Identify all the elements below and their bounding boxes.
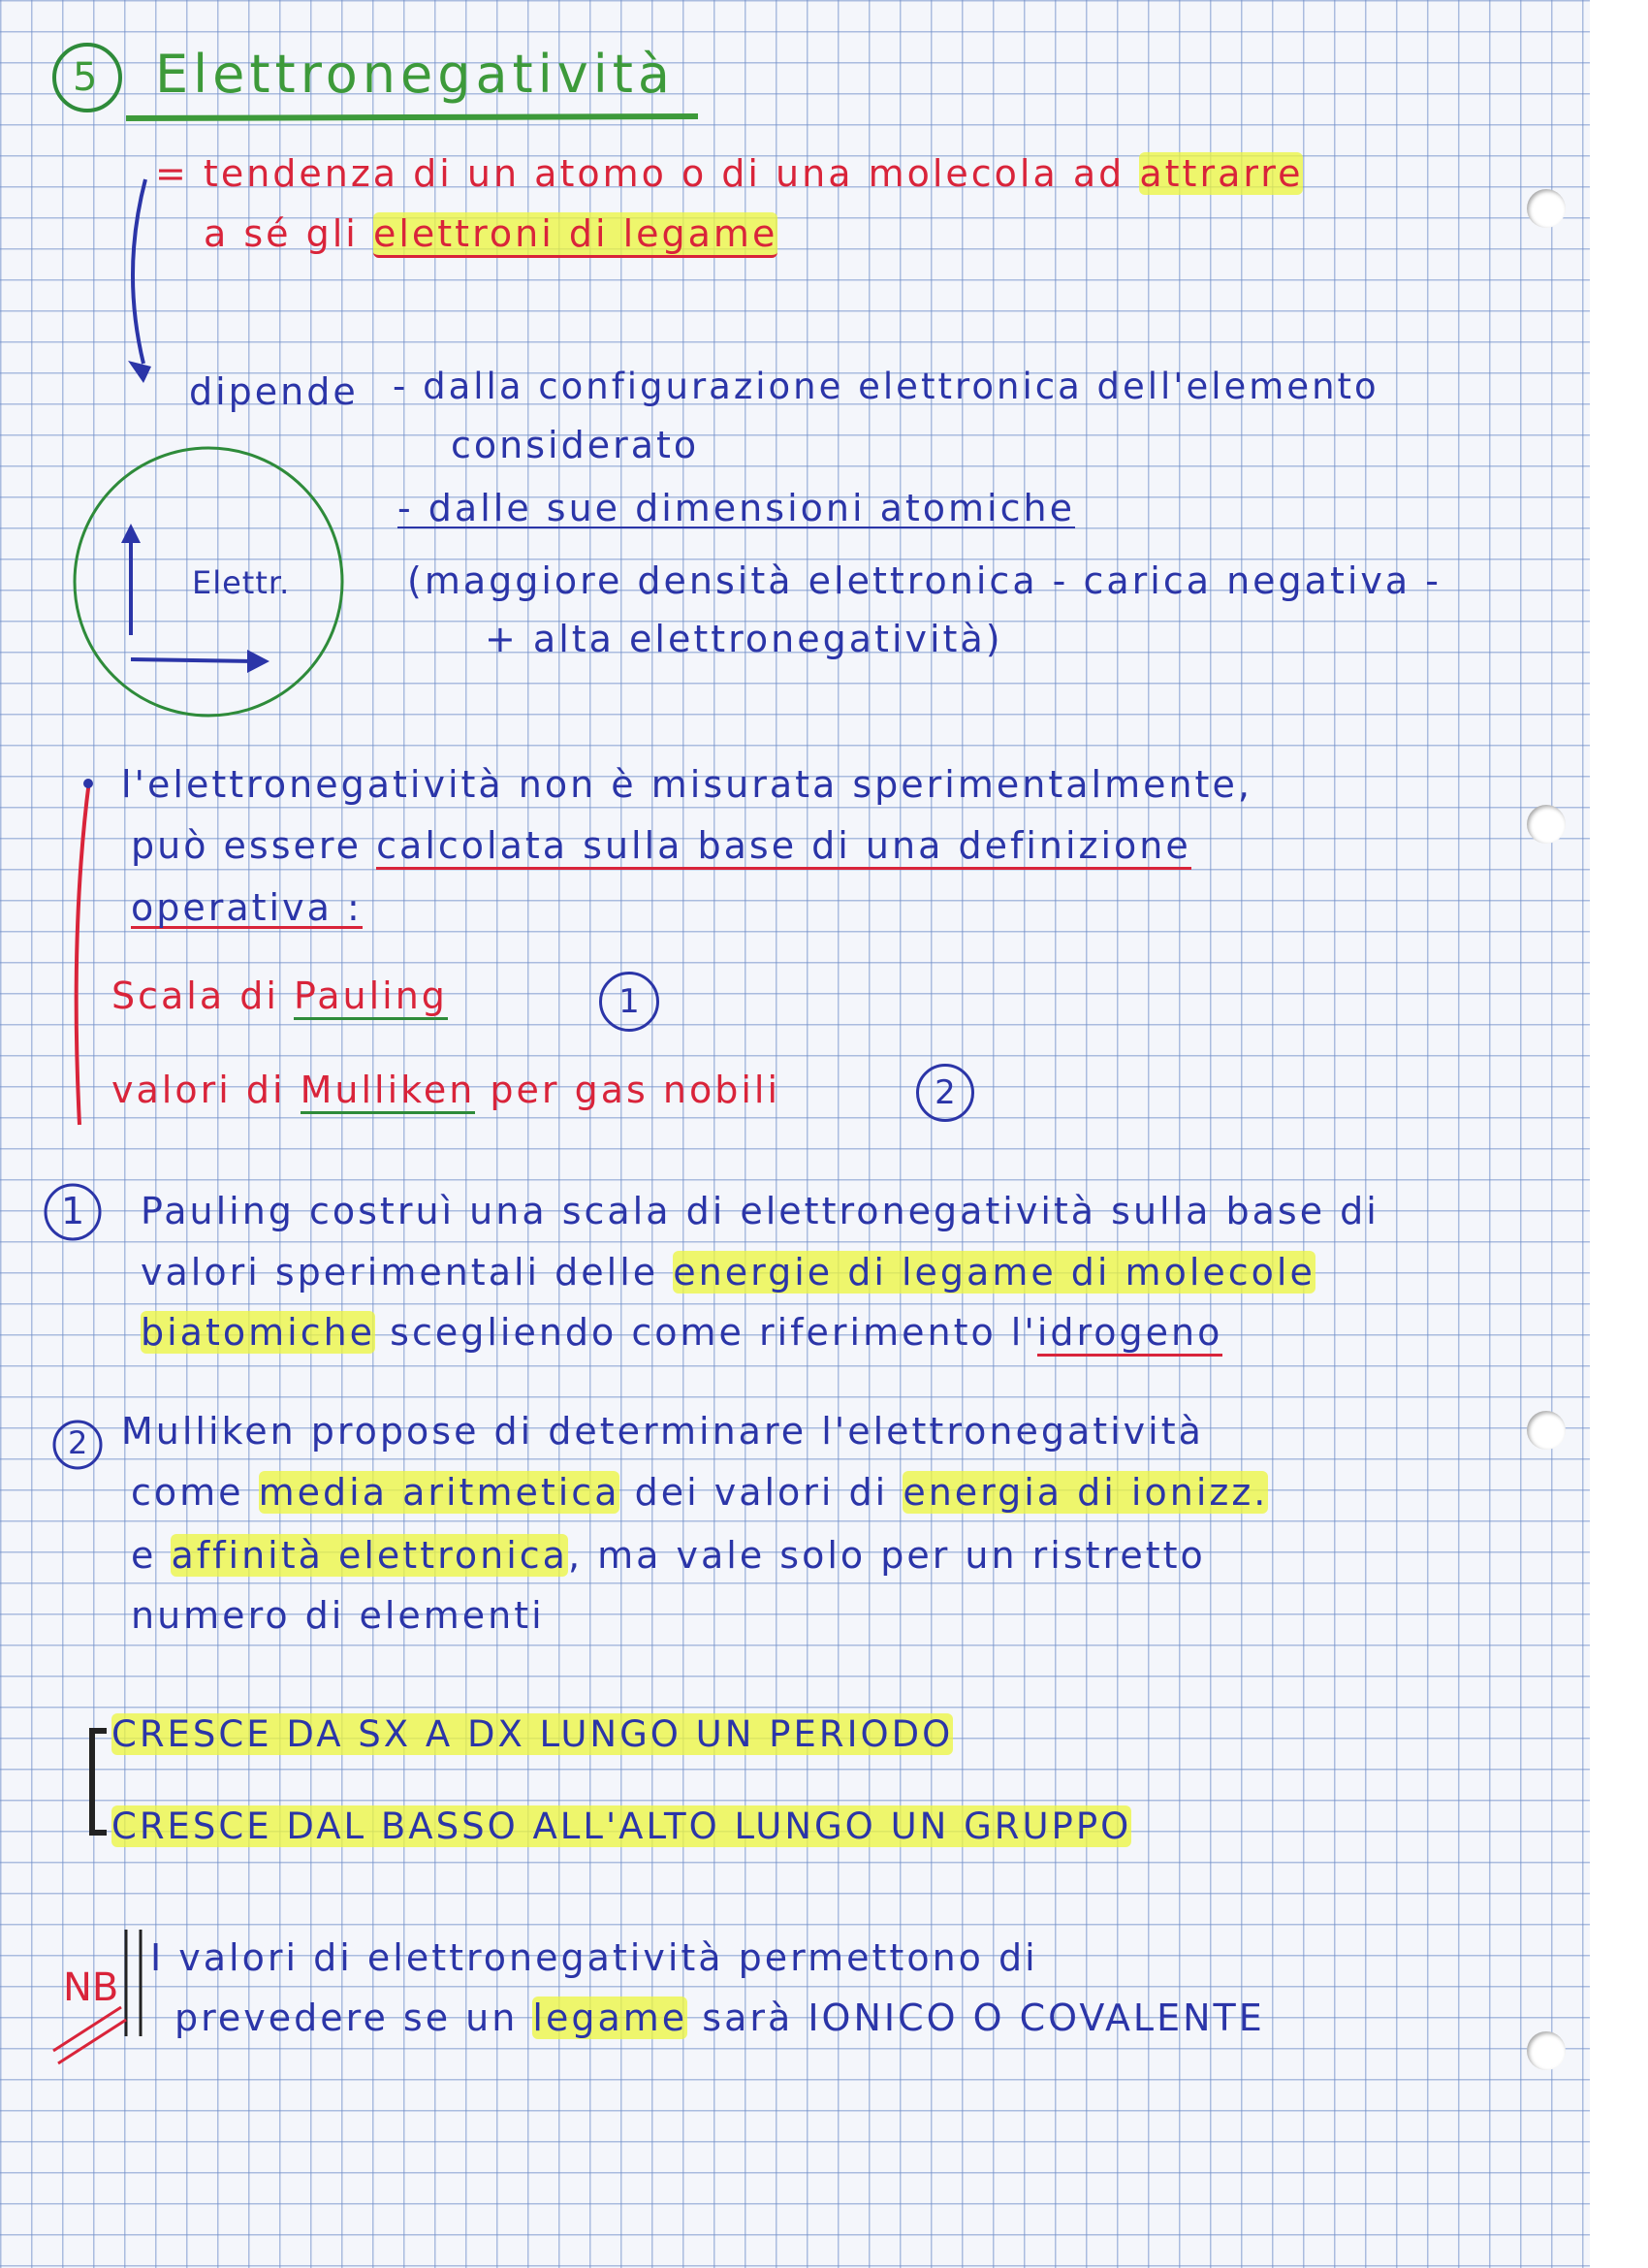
depends-item1-cont: considerato bbox=[451, 424, 700, 466]
note1-line3 bbox=[141, 1311, 1223, 1354]
down-arrow bbox=[133, 179, 145, 364]
nb-divider bbox=[126, 1930, 141, 2036]
nb-label: NB bbox=[63, 1965, 119, 2010]
nb-line2 bbox=[174, 1996, 1265, 2039]
down-arrow-head bbox=[128, 361, 151, 383]
note1-text-a: valori sperimentali delle bbox=[141, 1251, 659, 1294]
depends-item1: - dalla configurazione elettronica dell'elemento bbox=[393, 366, 1379, 407]
trend-bracket bbox=[92, 1731, 107, 1833]
nb-underline bbox=[53, 2007, 126, 2063]
depends-note-line1: (maggiore densità elettronica - carica negativa - bbox=[407, 559, 1442, 602]
definition-attract: attrarre bbox=[1139, 152, 1304, 195]
trend-period: CRESCE DA SX A DX LUNGO UN PERIODO bbox=[111, 1713, 954, 1755]
depends-note-line2: + alta elettronegatività) bbox=[485, 618, 1003, 660]
note1-line2 bbox=[141, 1251, 1315, 1294]
trend-line2 bbox=[111, 1805, 1132, 1847]
note2-text-c: e bbox=[131, 1534, 157, 1577]
title-number: 5 bbox=[73, 55, 101, 100]
note2-line3 bbox=[131, 1534, 1206, 1577]
binder-hole bbox=[1527, 805, 1566, 844]
scale2-text: valori di bbox=[111, 1069, 286, 1111]
definition-line1 bbox=[155, 152, 1304, 195]
note1-line1: Pauling costruì una scala di elettronegatività sulla base di bbox=[141, 1190, 1379, 1232]
measure-calculated: calcolata sulla base di una definizione bbox=[376, 824, 1191, 870]
note2-arith-mean: media aritmetica bbox=[258, 1471, 620, 1514]
scale2-mulliken: Mulliken bbox=[301, 1069, 476, 1114]
page-title: Elettronegatività bbox=[155, 44, 675, 105]
definition-line2 bbox=[204, 212, 778, 255]
note2-number: 2 bbox=[68, 1424, 91, 1461]
scale1-pauling: Pauling bbox=[294, 974, 448, 1020]
nb-line1: I valori di elettronegatività permettono di bbox=[150, 1936, 1038, 1979]
note2-affinity: affinità elettronica bbox=[171, 1534, 568, 1577]
binder-hole bbox=[1527, 189, 1566, 228]
depends-item2: - dalle sue dimensioni atomiche bbox=[397, 487, 1075, 529]
title-underline bbox=[126, 116, 698, 118]
scale1 bbox=[111, 974, 448, 1017]
scale1-number: 1 bbox=[599, 972, 659, 1032]
measure-bracket bbox=[77, 781, 89, 1125]
note2-text-a: come bbox=[131, 1471, 244, 1514]
measure-line2 bbox=[131, 824, 1191, 867]
diagram-label: Elettr. bbox=[192, 564, 291, 601]
definition-bond-electrons: elettroni di legame bbox=[373, 212, 777, 258]
definition-text-c: a sé gli bbox=[204, 212, 359, 255]
note2-line2 bbox=[131, 1471, 1269, 1514]
nb-bond: legame bbox=[532, 1996, 688, 2039]
measure-text-a: può essere bbox=[131, 824, 363, 867]
note1-text-b: scegliendo come riferimento l' bbox=[390, 1311, 1037, 1354]
note1-hydrogen: idrogeno bbox=[1037, 1311, 1223, 1357]
note2-ionization: energia di ionizz. bbox=[903, 1471, 1269, 1514]
note2-line1: Mulliken propose di determinare l'elettronegatività bbox=[121, 1410, 1204, 1453]
diagram-x-arrow bbox=[131, 659, 257, 661]
scale2-gas: per gas nobili bbox=[490, 1069, 781, 1111]
note2-text-b: dei valori di bbox=[634, 1471, 889, 1514]
depends-label: dipende bbox=[189, 370, 359, 413]
measure-line1: l'elettronegatività non è misurata sperimentalmente, bbox=[121, 763, 1252, 806]
note2-line4: numero di elementi bbox=[131, 1594, 545, 1637]
trend-group: CRESCE DAL BASSO ALL'ALTO LUNGO UN GRUPPO bbox=[111, 1805, 1132, 1847]
trend-line1 bbox=[111, 1713, 954, 1755]
nb-text-a: prevedere se un bbox=[174, 1996, 519, 2039]
nb-text-b: sarà IONICO O COVALENTE bbox=[702, 1996, 1265, 2039]
binder-hole bbox=[1527, 2031, 1566, 2070]
scale2-number: 2 bbox=[916, 1064, 974, 1122]
measure-line3: operativa : bbox=[131, 886, 363, 929]
note2-text-d: , ma vale solo per un ristretto bbox=[567, 1534, 1206, 1577]
note1-diatomic: biatomiche bbox=[141, 1311, 376, 1354]
scale1-text: Scala di bbox=[111, 974, 279, 1017]
note1-number: 1 bbox=[61, 1190, 88, 1232]
scale2 bbox=[111, 1069, 781, 1111]
note1-bond-energies: energie di legame di molecole bbox=[673, 1251, 1315, 1294]
binder-hole bbox=[1527, 1411, 1566, 1450]
definition-text-a: = tendenza di un atomo o di una molecola ad bbox=[155, 152, 1125, 195]
